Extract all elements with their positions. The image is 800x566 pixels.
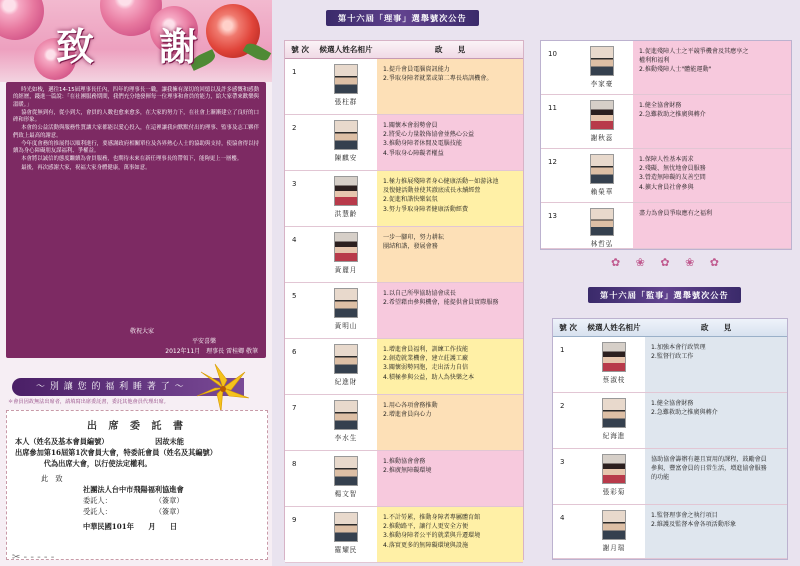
candidate-photo [334, 64, 358, 94]
platform-line: 1.增進會員福利，訓練工作技能 [383, 346, 469, 353]
platform-line: 2.推動殘障人士"體能運動" [639, 66, 712, 74]
candidate-photo [334, 232, 358, 262]
candidate-platform [645, 393, 787, 448]
candidate-row [541, 41, 791, 95]
platform-line: 1.推動協會會務 [383, 458, 426, 465]
platform-line: 1.以自己所學協助協會成長 [383, 290, 456, 297]
candidate-number: 7 [285, 395, 315, 450]
platform-line: 2.促進和諧快樂氣氛 [383, 196, 438, 204]
candidate-number: 1 [285, 59, 315, 114]
candidate-row [285, 171, 523, 227]
candidate-platform [645, 505, 787, 558]
platform-line: 團結和諧，發展會務 [383, 243, 438, 251]
platform-line: 4.爭取身心障礙者權益 [383, 149, 444, 157]
candidate-cell [583, 337, 645, 392]
thanks-paragraph: 本會將以誠信的態度繼續為會員服務，也期待未來在新任理事長的帶領下，能夠更上一層樓。 [21, 156, 243, 163]
candidate-row [285, 395, 523, 451]
candidate-cell [571, 203, 633, 248]
proxy-title: 出 席 委 託 書 [87, 421, 187, 432]
platform-line: 1.極力推展殘障者身心健康活動～如游泳池 [383, 178, 499, 185]
platform-line: 2.急難救助之推廣與轉介 [651, 409, 718, 417]
scissors-icon: ✂ - - - - - [12, 552, 55, 563]
candidate-photo [602, 342, 626, 372]
platform-line: 1.加強本會行政管理 [651, 344, 706, 351]
platform-line: 2.將愛心力量散佈協會並熱心公益 [383, 131, 475, 139]
proxy-line: 此 致 [41, 474, 63, 483]
platform-line: 1.提升會員電腦資訊能力 [383, 66, 450, 73]
platform-line: 1.健全協會財務 [639, 102, 682, 109]
candidate-platform [377, 395, 523, 450]
candidate-number: 4 [553, 505, 583, 558]
thanks-wish: 平安喜樂 [191, 338, 216, 345]
candidate-name: 謝月瑞 [602, 544, 626, 552]
candidate-name: 張彩菊 [602, 488, 626, 496]
candidate-cell [571, 41, 633, 94]
flower-decoration-icon: ✿ ❀ ✿ ❀ ✿ [610, 256, 726, 269]
candidate-photo [334, 512, 358, 542]
candidate-number: 2 [553, 393, 583, 448]
left-panel [0, 0, 272, 566]
candidate-name: 洪慧齡 [334, 210, 358, 218]
candidate-name: 紀進財 [334, 378, 358, 386]
candidate-row [553, 337, 787, 393]
thanks-title: 致 謝 [56, 24, 224, 69]
candidate-photo [334, 344, 358, 374]
candidate-number: 2 [285, 115, 315, 170]
candidate-name: 黃明山 [334, 322, 358, 330]
candidate-name: 張柱群 [334, 98, 358, 106]
candidate-platform [645, 449, 787, 504]
candidate-number: 1 [553, 337, 583, 392]
candidate-number: 3 [285, 171, 315, 226]
candidate-row [285, 339, 523, 395]
header-name: 候選人姓名相片 [587, 323, 641, 332]
candidate-number: 12 [541, 149, 571, 202]
candidate-row [541, 149, 791, 203]
supervisor-candidates-table [552, 318, 788, 560]
board-candidates-table [284, 40, 524, 560]
candidate-photo [590, 208, 614, 236]
candidate-number: 3 [553, 449, 583, 504]
candidate-row [285, 59, 523, 115]
platform-line: 4.積極參與公益，助人為快樂之本 [383, 373, 475, 381]
candidate-platform [377, 283, 523, 338]
platform-line: 的功能 [651, 474, 670, 482]
candidate-row [285, 283, 523, 339]
platform-line: 及復健活動並使其澈底成長永續經營 [383, 187, 481, 195]
proxy-delegator: 委託人： （簽章） [83, 496, 184, 505]
candidate-row [285, 507, 523, 563]
candidate-name: 林哲弘 [590, 240, 614, 248]
thanks-signature: 2012年11月 理事長 雷桂卿 敬筆 [165, 348, 258, 355]
thanks-paragraph: 時光如梭，邁往14-15屆理事長任內，四年的理事長一職，讓我擁有深切的回憶以及許多感慨和感動的經歷，錢進一篇說：「在社團服務期間，我們充分地發揮每一位理事和會員的能力，給大家帶來歡樂與溫暖。」 [13, 87, 259, 108]
platform-line: 2.增進會員向心力 [383, 411, 432, 419]
candidate-photo [334, 400, 358, 430]
header-name: 候選人姓名相片 [319, 45, 373, 54]
candidate-cell [315, 283, 377, 338]
candidate-photo [334, 120, 358, 150]
header-plan: 政 見 [700, 323, 732, 332]
platform-line: 2.希望藉由參與機會，能提供會員實際服務 [383, 299, 499, 307]
candidate-photo [602, 510, 626, 540]
candidate-cell [315, 115, 377, 170]
candidate-number: 4 [285, 227, 315, 282]
proxy-line: 代為出席大會，以行使法定權利。 [15, 459, 152, 468]
candidate-name: 黃麗月 [334, 266, 358, 274]
proxy-org: 社團法人台中市飛陽福利協進會 [83, 485, 184, 494]
candidate-platform [377, 227, 523, 282]
board-title: 第十六屆「理事」選舉號次公告 [326, 10, 479, 26]
candidate-row [285, 451, 523, 507]
candidate-platform [377, 171, 523, 226]
candidate-platform [633, 95, 791, 148]
candidate-platform [633, 149, 791, 202]
platform-line: 2.急難救助之推廣與轉介 [639, 111, 706, 119]
candidate-cell [583, 449, 645, 504]
platform-line: 4.擴大會員社會參與 [639, 183, 694, 191]
candidate-number: 6 [285, 339, 315, 394]
candidate-name: 賴榮華 [590, 188, 614, 196]
platform-line: 一步一腳印，努力耕耘 [383, 234, 444, 241]
candidate-row [285, 227, 523, 283]
platform-line: 3.營造無障礙的友善空間 [639, 174, 706, 182]
candidate-photo [602, 454, 626, 484]
platform-line: 參與，豐富會員的日常生活，增進協會服務 [651, 465, 767, 473]
thanks-closing: 敬祝大家 [129, 328, 154, 335]
thanks-letter [6, 82, 266, 358]
platform-line: 2.創造就業機會，建立莊護工廠 [383, 355, 469, 363]
platform-line: 4.落實更多的無障礙環境與設施 [383, 541, 469, 549]
table-header [553, 319, 787, 337]
candidate-row [553, 393, 787, 449]
candidate-cell [583, 393, 645, 448]
header-no: 號 次 [559, 323, 577, 332]
proxy-line: 本人（姓名及基本會員編號） 因故未能 [15, 437, 184, 446]
proxy-form [6, 410, 268, 560]
platform-line: 1.保障人性基本需求 [639, 156, 694, 163]
candidate-row [553, 449, 787, 505]
candidate-cell [315, 507, 377, 562]
proxy-note: ＊會員因故無法出席者，請填寫出席委託書，委託其他會員代理出席。 [8, 399, 169, 405]
candidate-number: 9 [285, 507, 315, 562]
candidate-cell [315, 59, 377, 114]
candidate-number: 5 [285, 283, 315, 338]
platform-line: 1.用心各項會務推動 [383, 402, 438, 409]
candidate-photo [590, 46, 614, 76]
candidate-platform [633, 203, 791, 248]
candidate-photo [590, 154, 614, 184]
welfare-banner: ～ 別 讓 您 的 福 利 睡 著 了 ～ [12, 378, 244, 396]
candidate-cell [315, 395, 377, 450]
platform-line: 2.殘礙、無忧地會員服務 [639, 165, 706, 173]
candidate-row [553, 505, 787, 559]
platform-line: 1.關懷本會弱勢會員 [383, 122, 438, 129]
candidate-platform [633, 41, 791, 94]
candidate-platform [645, 337, 787, 392]
header-no: 號 次 [291, 45, 309, 54]
candidate-name: 紀海進 [602, 432, 626, 440]
platform-line: 協助協會籌辦有趣且實用的課程，鼓勵會員 [651, 456, 767, 463]
candidate-cell [571, 149, 633, 202]
platform-line: 3.推動身障者公平的就業與升遷環境 [383, 532, 481, 540]
thanks-paragraph: 協會從無到有，從小到大，會員的人數也愈來愈多，在大家的努力下，在社會上漸漸建立了良好的口碑和形象。 [13, 109, 259, 123]
candidate-cell [315, 171, 377, 226]
thanks-paragraph: 今年度會務的推展得以順利進行，要感謝政府相關單位及各界熱心人士的協助與支持，使協會得以持續為身心障礙朋友謀福利、爭權益。 [13, 140, 259, 154]
candidate-row [285, 115, 523, 171]
candidate-name: 羅耀民 [334, 546, 358, 554]
proxy-delegate: 受託人： （簽章） [83, 507, 184, 516]
thanks-paragraph: 本會的公益活動與服務性質讓大家都能以愛心投入，在這裡讓我向默默付出的理事、監事及志工夥伴們致上最高的謝意。 [13, 125, 259, 139]
candidate-cell [315, 227, 377, 282]
candidate-photo [602, 398, 626, 428]
platform-line: 2.維護及監督本會各項活動形象 [651, 521, 737, 529]
platform-line: 1.監督理事會之執行項目 [651, 512, 718, 519]
table-header [285, 41, 523, 59]
platform-line: 3.關懷弱勢同胞，走出活力自信 [383, 364, 469, 372]
candidate-row [541, 203, 791, 249]
candidate-photo [334, 456, 358, 486]
candidate-platform [377, 115, 523, 170]
thanks-paragraph: 最後，再次感謝大家，祝福大家身體健康，萬事如意。 [21, 164, 151, 171]
candidate-name: 李水生 [334, 434, 358, 442]
candidate-platform [377, 507, 523, 562]
candidate-platform [377, 451, 523, 506]
platform-line: 3.努力爭取身障者健康活動經費 [383, 205, 469, 213]
platform-line: 1.不計勞累，推動身障者專屬體育館 [383, 514, 481, 521]
candidate-photo [334, 288, 358, 318]
candidate-cell [583, 505, 645, 558]
candidate-cell [571, 95, 633, 148]
platform-line: 1.健全協會財務 [651, 400, 694, 407]
candidate-name: 楊文智 [334, 490, 358, 498]
candidate-platform [377, 59, 523, 114]
candidate-name: 李家豪 [590, 80, 614, 88]
candidate-name: 蔡淑枝 [602, 376, 626, 384]
platform-line: 1.促進殘障人士之平競爭機會及其應享之 [639, 48, 749, 55]
candidate-photo [590, 100, 614, 130]
header-plan: 政 見 [434, 45, 466, 54]
supervisor-title: 第十六屆「監事」選舉號次公告 [588, 287, 741, 303]
candidate-cell [315, 339, 377, 394]
platform-line: 2.監督行政工作 [651, 353, 694, 361]
platform-line: 2.推廣無障礙環境 [383, 467, 432, 475]
candidate-photo [334, 176, 358, 206]
candidate-cell [315, 451, 377, 506]
candidate-name: 陳麒安 [334, 154, 358, 162]
platform-line: 3.推動身障者休閒及電腦技能 [383, 140, 462, 148]
candidate-name: 謝秋蕊 [590, 134, 614, 142]
proxy-line: 出席參加第16屆第1次會員大會，特委託會員（姓名及其編號） [15, 448, 217, 457]
platform-line: 2.爭取身障者就業或第二專長培訓機會。 [383, 75, 493, 83]
candidate-platform [377, 339, 523, 394]
candidate-number: 11 [541, 95, 571, 148]
candidate-number: 13 [541, 203, 571, 248]
candidate-row [541, 95, 791, 149]
proxy-date: 中華民國101年 月 日 [83, 522, 178, 531]
candidate-number: 8 [285, 451, 315, 506]
platform-line: 盡力為會員爭取應有之福利 [639, 210, 713, 217]
platform-line: 權利和福利 [639, 57, 670, 65]
board-candidates-table-continued [540, 40, 792, 250]
platform-line: 2.推動路平，讓行人更安全方便 [383, 523, 469, 531]
candidate-number: 10 [541, 41, 571, 94]
